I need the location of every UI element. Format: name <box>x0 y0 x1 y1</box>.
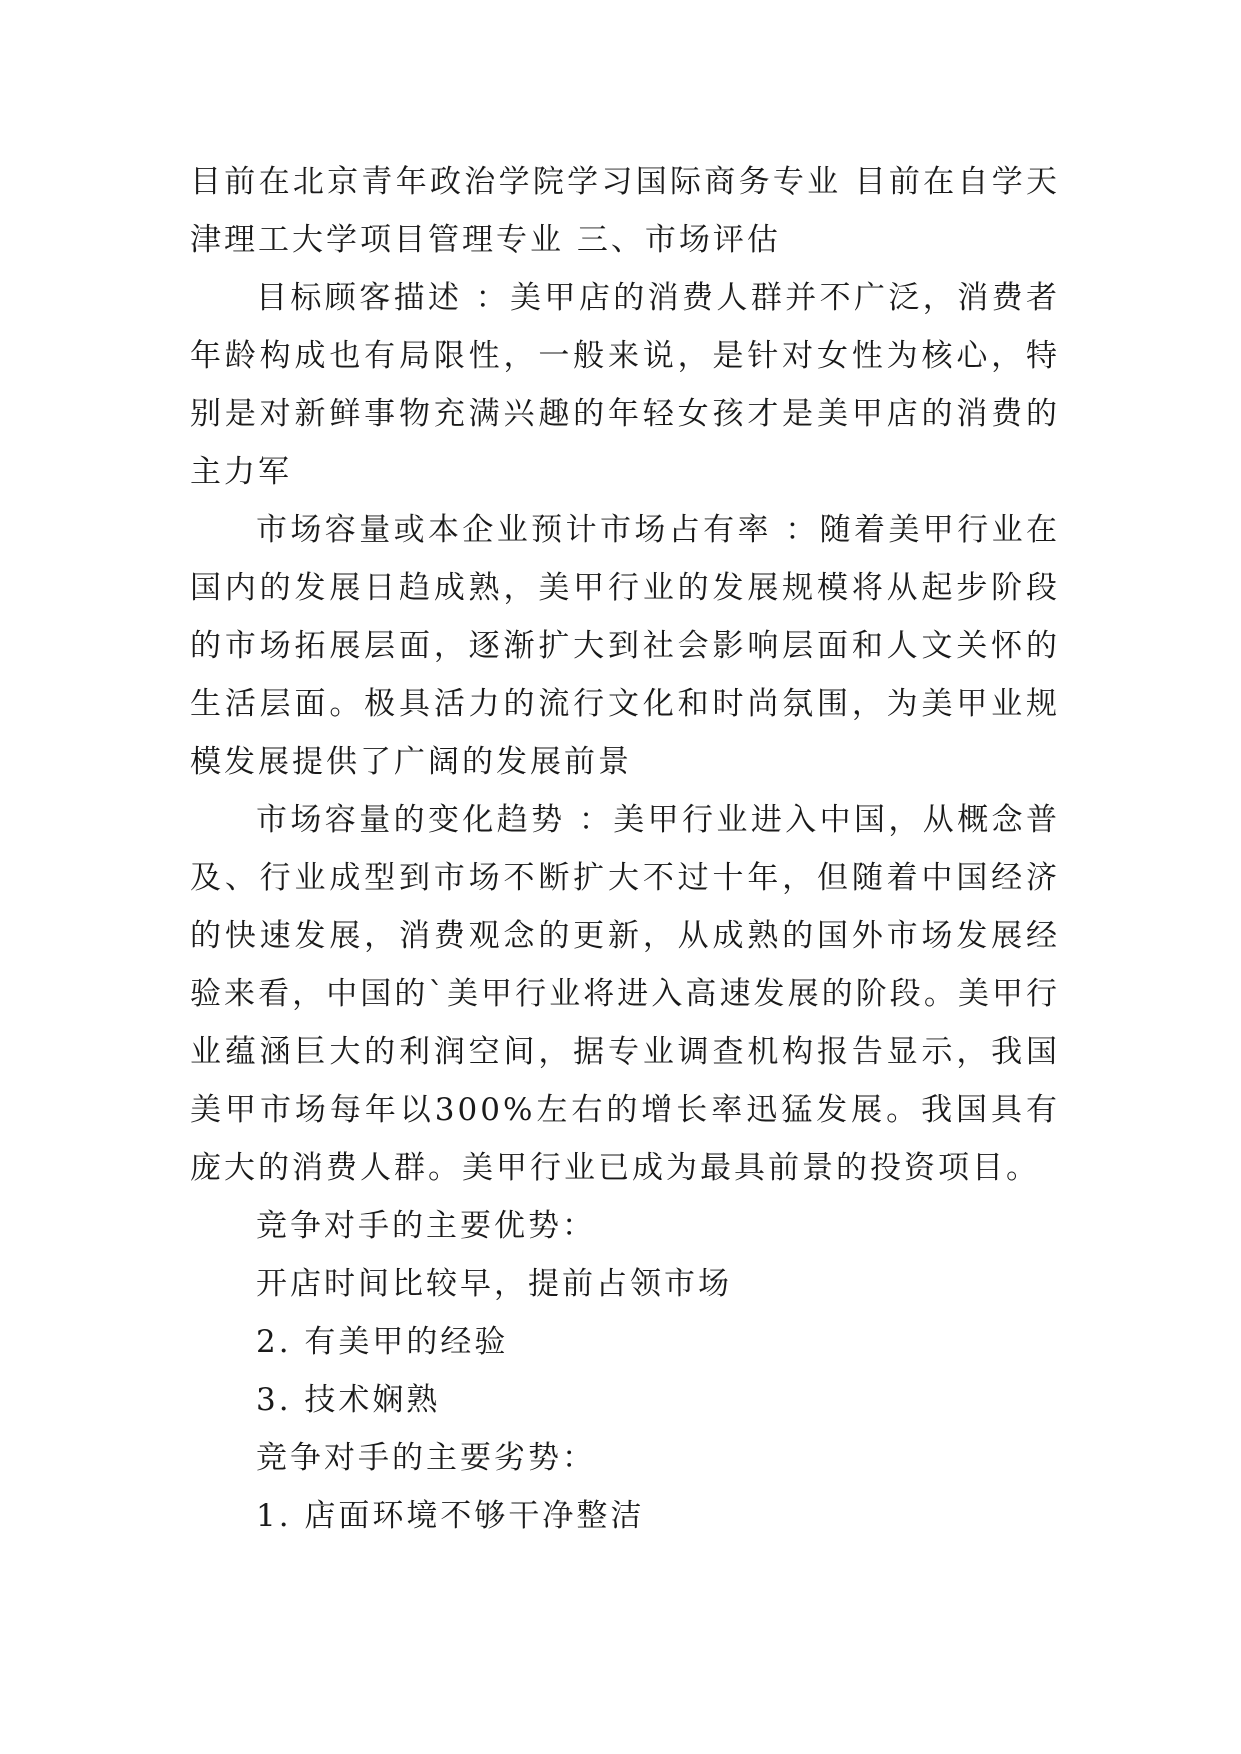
paragraph-target-customers: 目标顾客描述 ：美甲店的消费人群并不广泛，消费者年龄构成也有局限性，一般来说，是针对女性为核心，特别是对新鲜事物充满兴趣的年轻女孩才是美甲店的消费的主力军 <box>190 280 1060 490</box>
list-item-weakness-1: 1. 店面环境不够干净整洁 <box>256 1498 645 1534</box>
list-item-strength-1: 开店时间比较早，提前占领市场 <box>256 1266 732 1302</box>
heading-competitor-strengths: 竞争对手的主要优势： <box>256 1208 596 1244</box>
paragraph-market-capacity: 市场容量或本企业预计市场占有率 ：随着美甲行业在国内的发展日趋成熟，美甲行业的发展规模将从起步阶段的市场拓展层面，逐渐扩大到社会影响层面和人文关怀的生活层面。极具活力的流行文化和时尚氛围，为美甲业规模发展提供了广阔的发展前景 <box>190 512 1060 780</box>
list-item-strength-3: 3. 技术娴熟 <box>256 1382 441 1418</box>
list-item-strength-2: 2. 有美甲的经验 <box>256 1324 509 1360</box>
paragraph-study-background: 目前在北京青年政治学院学习国际商务专业 目前在自学天津理工大学项目管理专业 三、市场评估 <box>190 164 1060 258</box>
heading-competitor-weaknesses: 竞争对手的主要劣势： <box>256 1440 596 1476</box>
paragraph-market-trend: 市场容量的变化趋势 ：美甲行业进入中国，从概念普及、行业成型到市场不断扩大不过十年，但随着中国经济的快速发展，消费观念的更新，从成熟的国外市场发展经验来看，中国的`美甲行业将进入高速发展的阶段。美甲行业蕴涵巨大的利润空间，据专业调查机构报告显示，我国美甲市场每年以300%左右的增长率迅猛发展。我国具有庞大的消费人群。美甲行业已成为最具前景的投资项目。 <box>190 802 1060 1186</box>
document-body <box>190 153 1060 1545</box>
